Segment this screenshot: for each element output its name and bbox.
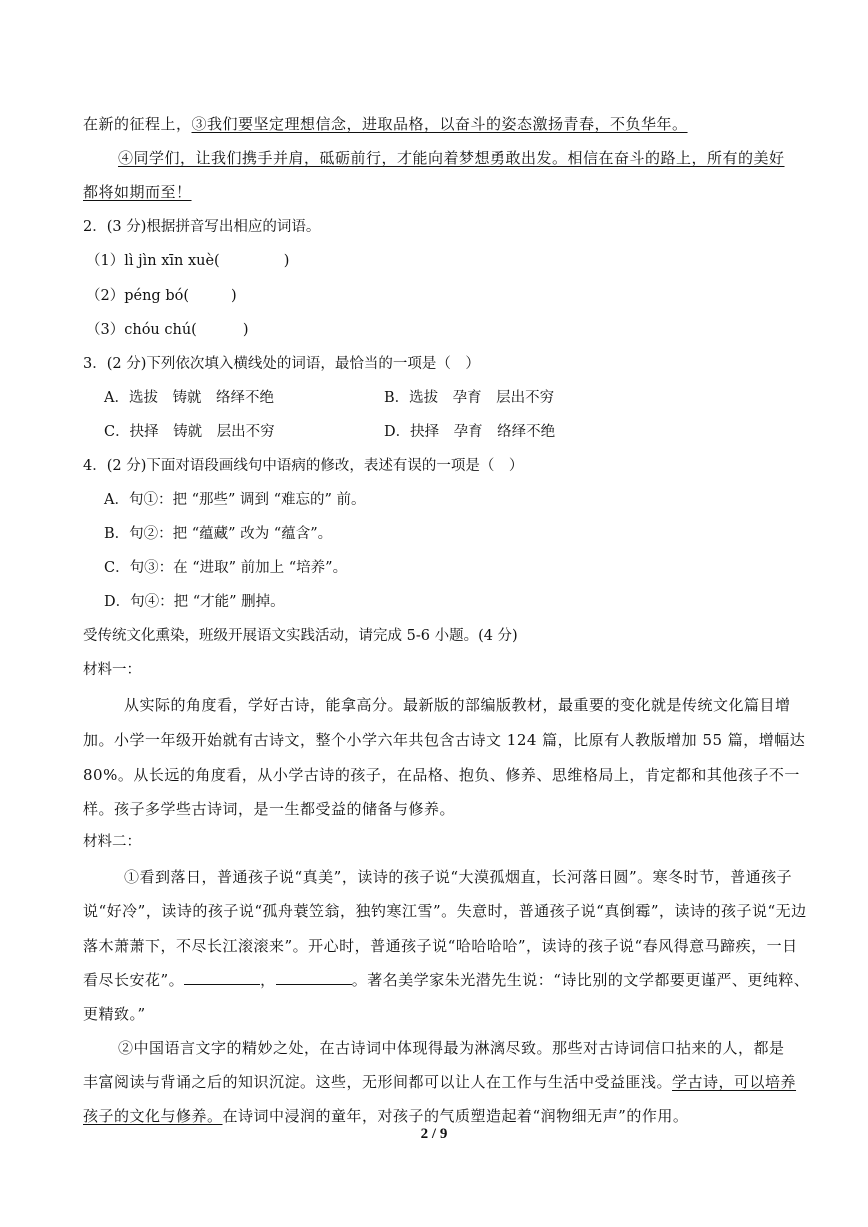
intro-line-1 <box>83 114 688 134</box>
question-2-stem: 2．(3 分)根据拼音写出相应的词语。 <box>83 219 321 235</box>
paragraph-2-line-3 <box>83 1106 688 1126</box>
fill-blank-2[interactable] <box>276 970 352 985</box>
underlined-sentence-cont: 孩子的文化与修养。 <box>83 1107 223 1125</box>
question-2-item-1 <box>86 251 289 271</box>
question-4-stem: 4．(2 分)下面对语段画线句中语病的修改，表述有误的一项是（ ） <box>83 458 524 474</box>
underlined-sentence-3: ③我们要坚定理想信念，进取品格，以奋斗的姿态激扬青春，不负华年。 <box>191 115 688 133</box>
paragraph-2-line-2 <box>83 1072 796 1092</box>
item-number: （2） <box>86 288 125 304</box>
text-segment: 看尽长安花”。 <box>83 971 185 989</box>
material-1-line-4: 样。孩子多学些古诗词，是一生都受益的储备与修养。 <box>83 800 456 818</box>
question-2-item-3 <box>86 320 249 340</box>
question-4-option-b[interactable]: B．句②：把 “蕴藏” 改为 “蕴含”。 <box>104 526 333 542</box>
text-segment: 在诗词中浸润的童年，对孩子的气质塑造起着“润物细无声”的作用。 <box>222 1107 689 1125</box>
pinyin-text: lì jìn xīn xuè( <box>124 253 220 269</box>
item-number: （3） <box>86 322 125 338</box>
material-1-line-2: 加。小学一年级开始就有古诗文，整个小学六年共包含古诗文 124 篇，比原有人教版增加 55 篇，增幅达 <box>83 731 806 749</box>
material-2-line-4 <box>83 970 809 990</box>
question-4-option-d[interactable]: D．句④：把 “才能” 删掉。 <box>104 594 285 610</box>
underlined-sentence-4-cont: 都将如期而至！ <box>83 183 192 201</box>
fill-blank-1[interactable] <box>184 970 260 985</box>
underlined-sentence: 学古诗，可以培养 <box>672 1073 797 1091</box>
material-2-title: 材料二： <box>83 834 141 850</box>
material-2-line-1: ①看到落日，普通孩子说“真美”，读诗的孩子说“大漠孤烟直，长河落日圆”。寒冬时节，普通孩子 <box>124 868 793 886</box>
question-3-stem: 3．(2 分)下列依次填入横线处的词语，最恰当的一项是（ ） <box>83 356 480 372</box>
text-segment: 。著名美学家朱光潜先生说：“诗比别的文学都要更谨严、更纯粹、 <box>351 971 810 989</box>
intro-line-1-a: 在新的征程上， <box>83 115 192 133</box>
question-3-option-a[interactable]: A．选拔 铸就 络绎不绝 <box>104 390 274 406</box>
text-segment: 丰富阅读与背诵之后的知识沉淀。这些，无形间都可以让人在工作与生活中受益匪浅。 <box>83 1073 673 1091</box>
close-paren: ) <box>242 322 249 338</box>
question-4-option-a[interactable]: A．句①：把 “那些” 调到 “难忘的” 前。 <box>104 492 366 508</box>
question-3-option-c[interactable]: C．抉择 铸就 层出不穷 <box>104 424 275 440</box>
material-1-title: 材料一： <box>83 662 141 678</box>
material-1-line-1: 从实际的角度看，学好古诗，能拿高分。最新版的部编版教材，最重要的变化就是传统文化篇目增 <box>124 696 791 714</box>
question-2-item-2 <box>86 286 237 306</box>
question-3-option-d[interactable]: D．抉择 孕育 络绎不绝 <box>384 424 556 440</box>
material-1-line-3: 80%。从长远的角度看，从小学古诗的孩子，在品格、抱负、修养、思维格局上，肯定都和其他孩子不一 <box>83 766 800 784</box>
page-number: 2 / 9 <box>420 1126 448 1142</box>
material-2-line-2: 说“好冷”，读诗的孩子说“孤舟蓑笠翁，独钓寒江雪”。失意时，普通孩子说“真倒霉”，读诗的孩子说“无边 <box>83 902 807 920</box>
question-4-option-c[interactable]: C．句③：在 “进取” 前加上 “培养”。 <box>104 560 348 576</box>
underlined-sentence-4: ④同学们，让我们携手并肩，砥砺前行，才能向着梦想勇敢出发。相信在奋斗的路上，所有的美好 <box>118 149 785 167</box>
question-3-option-b[interactable]: B．选拔 孕育 层出不穷 <box>384 390 555 406</box>
section-intro: 受传统文化熏染，班级开展语文实践活动，请完成 5-6 小题。(4 分) <box>83 628 518 644</box>
material-2-line-3: 落木萧萧下，不尽长江滚滚来”。开心时，普通孩子说“哈哈哈哈”，读诗的孩子说“春风得意马蹄疾，一日 <box>83 937 798 955</box>
close-paren: ) <box>231 288 237 304</box>
item-number: （1） <box>86 253 125 269</box>
paragraph-2-line-1: ②中国语言文字的精妙之处，在古诗词中体现得最为淋漓尽致。那些对古诗词信口拈来的人，都是 <box>118 1039 785 1057</box>
material-2-line-5: 更精致。” <box>83 1005 146 1023</box>
text-segment: ， <box>260 971 276 989</box>
pinyin-text: chóu chú( <box>124 322 197 338</box>
close-paren: ) <box>283 253 290 269</box>
pinyin-text: péng bó( <box>124 288 189 304</box>
